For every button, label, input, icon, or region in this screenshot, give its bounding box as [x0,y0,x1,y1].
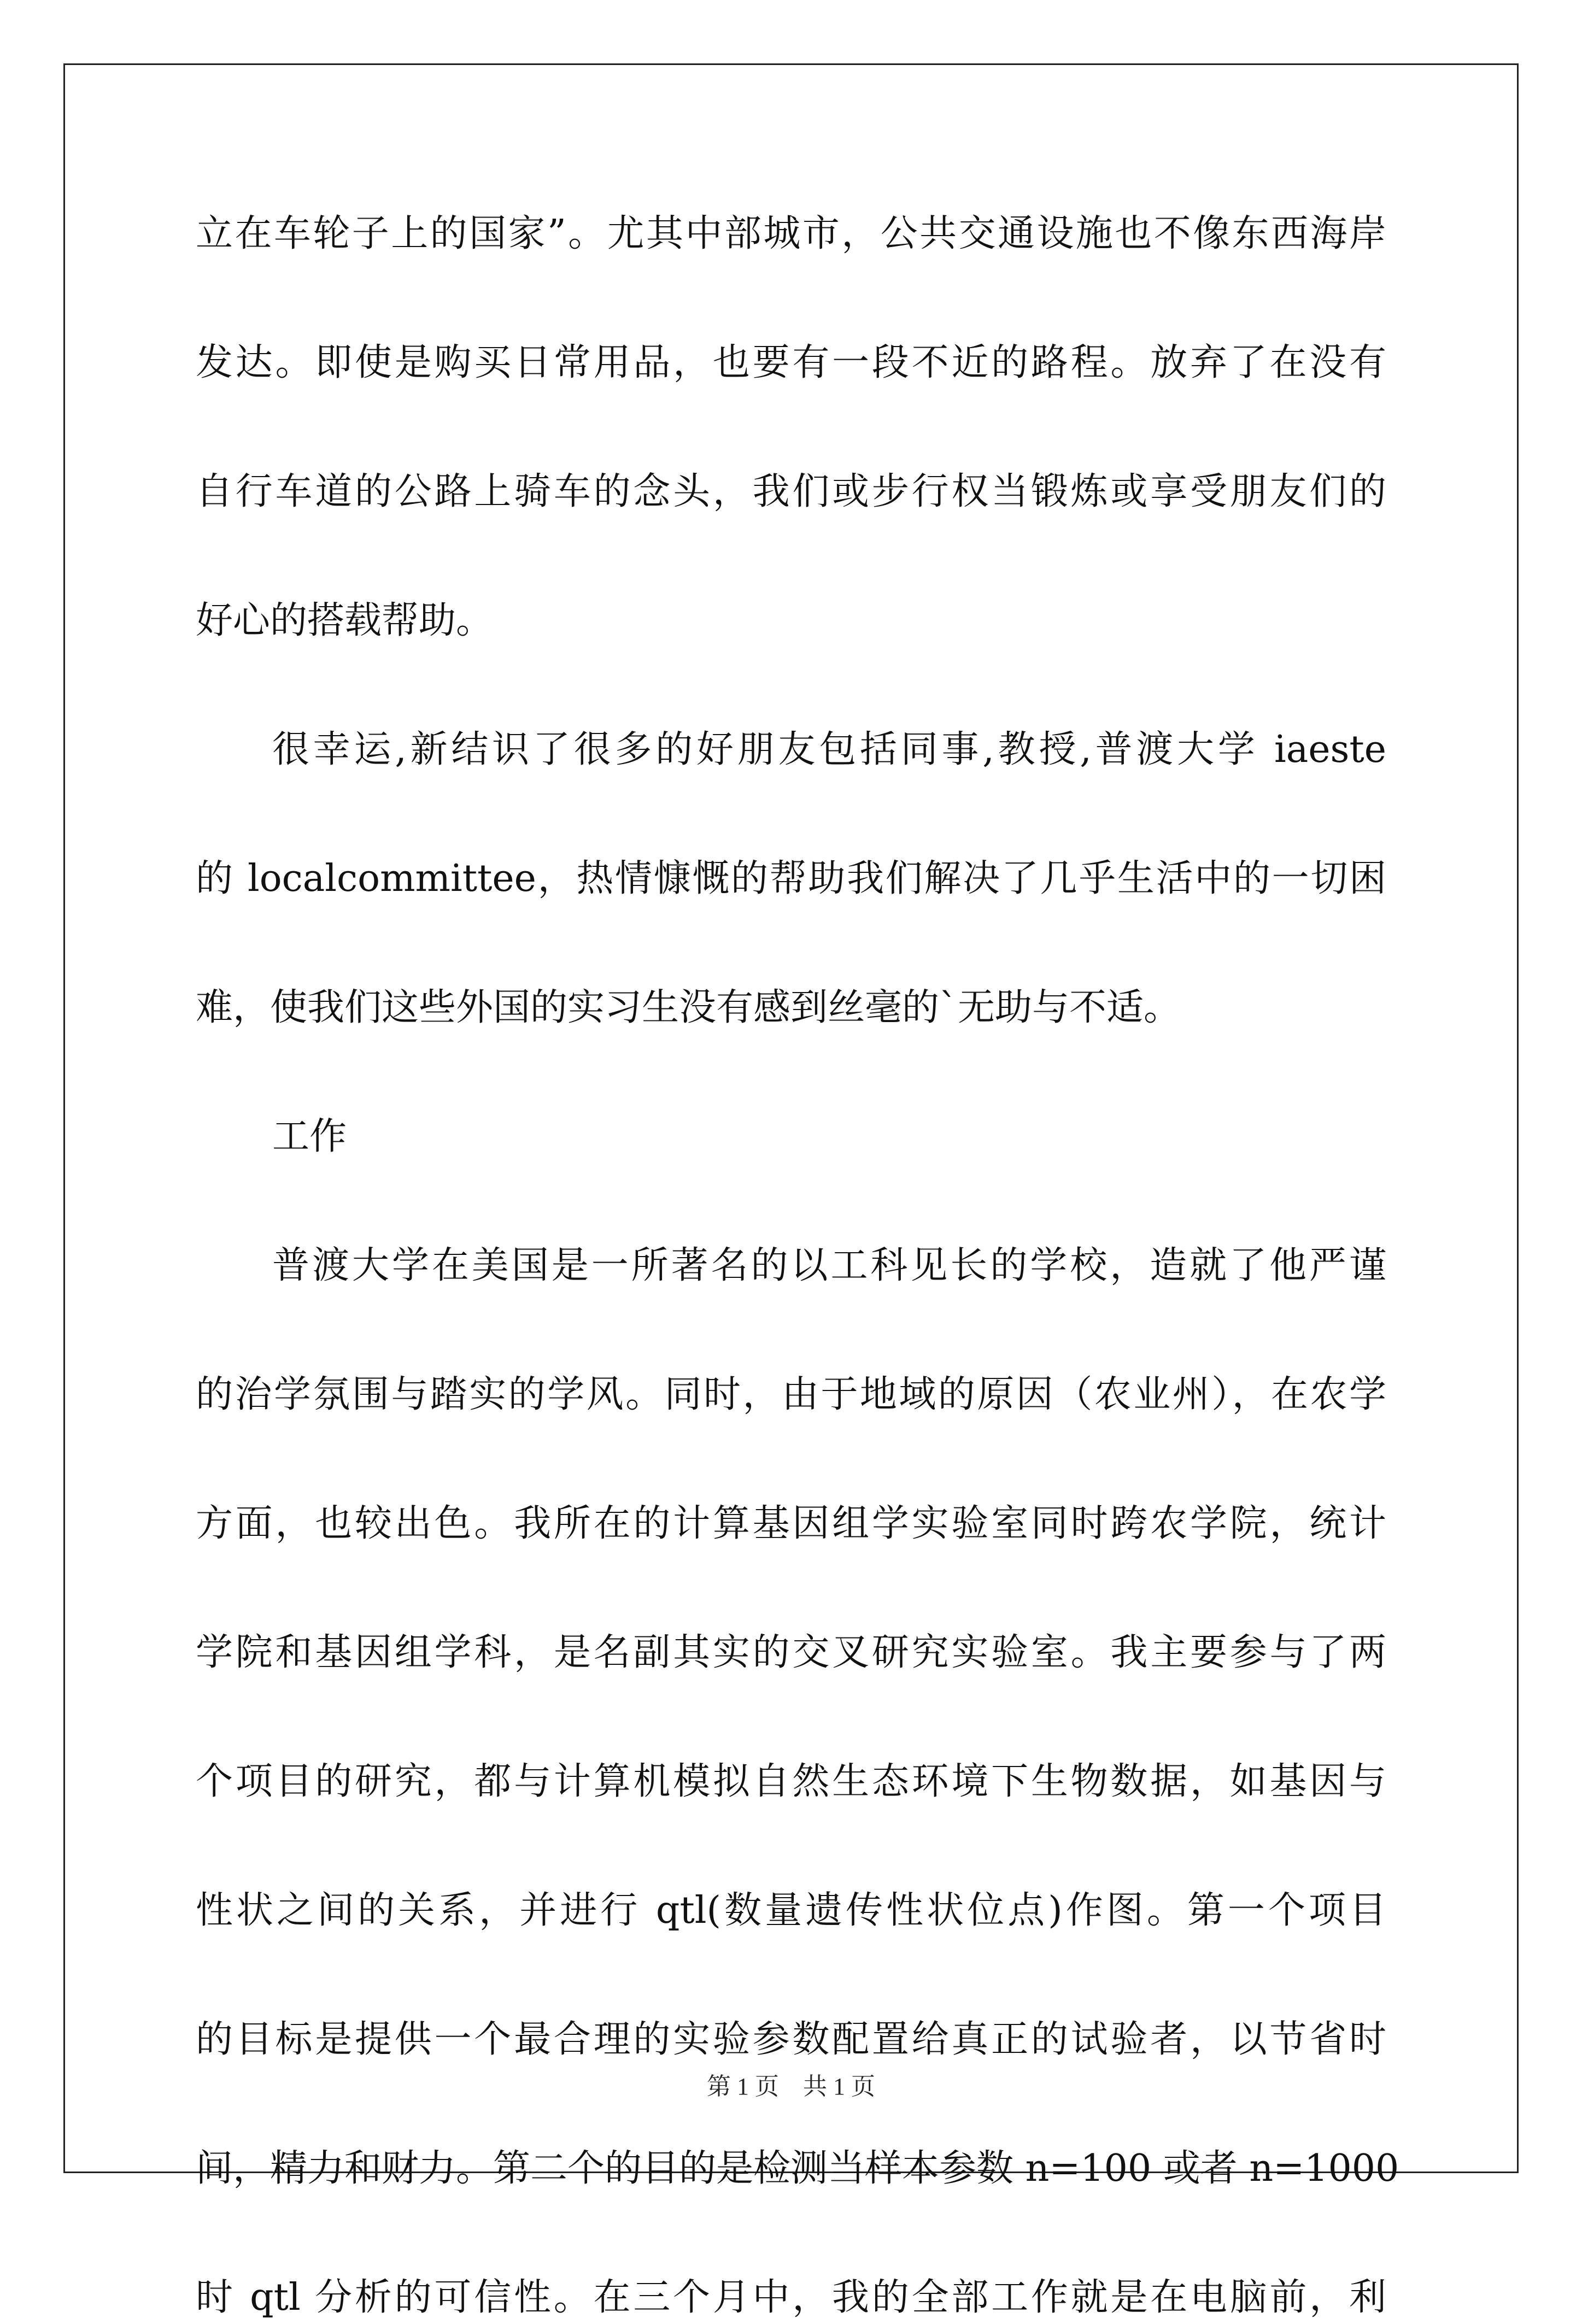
text-line: 时 qtl 分析的可信性。在三个月中，我的全部工作就是在电脑前，利 [196,2276,1386,2319]
text-line: 个项目的研究，都与计算机模拟自然生态环境下生物数据，如基因与 [196,1760,1386,1803]
text-line: 学院和基因组学科，是名副其实的交叉研究实验室。我主要参与了两 [196,1631,1386,1674]
text-line: 立在车轮子上的国家”。尤其中部城市，公共交通设施也不像东西海岸 [196,212,1386,255]
section-heading: 工作 [272,1115,347,1158]
text-line: 的目标是提供一个最合理的实验参数配置给真正的试验者，以节省时 [196,2018,1386,2061]
text-line: 的治学氛围与踏实的学风。同时，由于地域的原因（农业州），在农学 [196,1373,1386,1416]
text-line: 发达。即使是购买日常用品，也要有一段不近的路程。放弃了在没有 [196,341,1386,384]
text-line: 难，使我们这些外国的实习生没有感到丝毫的`无助与不适。 [196,986,1181,1029]
paragraph-start-line: 很幸运,新结识了很多的好朋友包括同事,教授,普渡大学 iaeste [272,728,1386,771]
text-line: 间，精力和财力。第二个的目的是检测当样本参数 n=100 或者 n=1000 [196,2147,1399,2190]
text-line: 的 localcommittee，热情慷慨的帮助我们解决了几乎生活中的一切困 [196,857,1386,900]
text-line: 好心的搭载帮助。 [196,599,494,642]
page-number-footer: 第 1 页 共 1 页 [707,2073,875,2100]
text-line: 性状之间的关系，并进行 qtl(数量遗传性状位点)作图。第一个项目 [196,1889,1386,1932]
document-body [196,208,1399,2324]
text-line: 方面，也较出色。我所在的计算基因组学实验室同时跨农学院，统计 [196,1502,1386,1545]
text-line: 自行车道的公路上骑车的念头，我们或步行权当锻炼或享受朋友们的 [196,470,1386,513]
paragraph-start-line: 普渡大学在美国是一所著名的以工科见长的学校，造就了他严谨 [272,1244,1386,1287]
